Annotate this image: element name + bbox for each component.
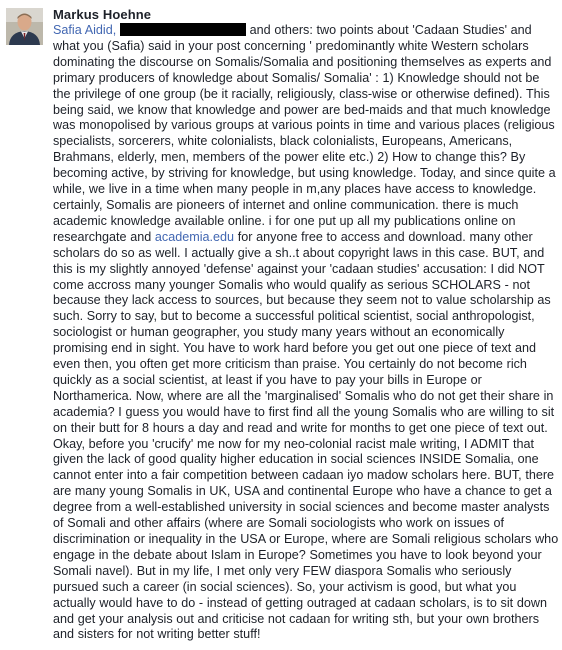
author-name[interactable]: Markus Hoehne	[53, 7, 152, 22]
avatar[interactable]	[6, 8, 43, 45]
comment-text-part2: for anyone free to access and download. many other scholars do so as well. I actually give a sh..t about copyright laws in this case. BUT, and this is my slightly annoyed 'defense' against your 'cadaan studies' accusation: I did NOT come accross many younger Somalis who would qualify as serious SCHOLARS - not because they lack access to sources, but because they seem not to value scholarship as such. Sorry to say, but to become a successful political scientist, social anthropologist, sociologist or human geographer, you study many years without an economically promising end in sight. You have to work hard before you get out one piece of text and even then, you often get more criticism than praise. You certainly do not become rich quickly as a social scientist, at least if you have to pay your bills in Europe or Northamerica. Now, where are all the 'marginalised' Somalis who do not get their share in academia? I guess you would have to first find all the young Somalis who are willing to sit on their butt for 8 hours a day and read and write for months to get one piece of text out. Okay, before you 'crucify' me now for my neo-colonial racist male writing, I ADMIT that given the lack of good quality higher education in social sciences INSIDE Somalia, one cannot enter into a fair competition between cadaan iyo madow scholars here. BUT, there are many young Somalis in UK, USA and continental Europe who have a chance to get a degree from a well-established university in social sciences and become master analysts of Somali and other affairs (where are Somali sociologists who work on issues of discrimination or inequality in the USA or Europe, where are Somali religious scholars who engage in the debate about Islam in Europe? Sometimes you have to look beyond your Somali navel). But in my life, I met only very FEW diaspora Somalis who seriously pursued such a career (in social sciences). So, your activism is good, but what you actually would have to do - instead of getting outraged at cadaan scholars, is to sit down and get your analysis out and criticise not cadaan for writing sth, but your own brothers and sisters for not writing better stuff!	[53, 229, 559, 642]
comment-text-part1: and others: two points about 'Cadaan Studies' and what you (Safia) said in your post concerning ' predominantly white Western scholars dominating the discourse on Somalis/Somalia and positioning themselves as experts and primary producers of knowledge about Somalis/ Somalia' : 1) Knowledge should not be the privilege of one group (be it racially, religiously, class-wise or otherwise defined). This being said, we know that knowledge and power are bed-maids and that much knowledge was monopolised by various groups at various points in time and various places (religious specialists, sorcerers, white colonialists, black colonialists, Europeans, Americans, Brahmans, elderly, men, members of the power elite etc.) 2) How to change this? By becoming active, by striving for knowledge, but using knowledge. Today, and since quite a while, we live in a time when many people in m,any places have access to knowledge. certainly, Somalis are pioneers of internet and online communication. there is much academic knowledge available online. i for one put up all my publications online on researchgate and	[53, 23, 556, 244]
comment-text	[53, 23, 559, 643]
mention-link[interactable]: Safia Aidid,	[53, 23, 117, 37]
redacted-name	[120, 23, 246, 36]
comment-body	[53, 6, 559, 643]
academia-link[interactable]: academia.edu	[154, 229, 235, 244]
